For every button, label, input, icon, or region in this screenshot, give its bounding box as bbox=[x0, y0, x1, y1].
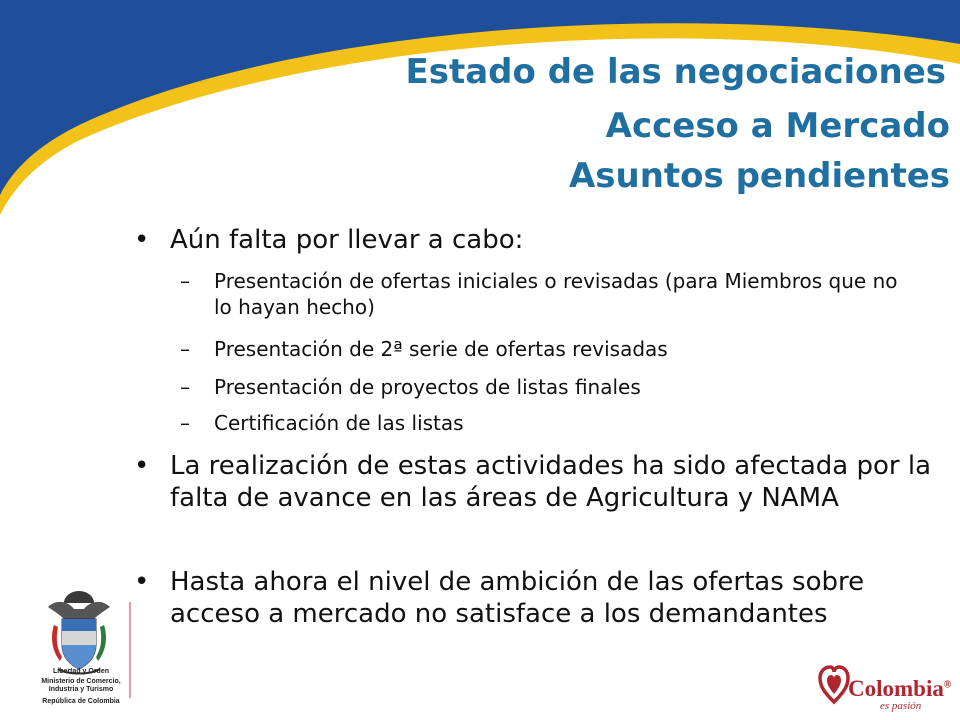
bullet-text: Aún falta por llevar a cabo: bbox=[170, 225, 524, 255]
title-line-3: Asuntos pendientes bbox=[568, 156, 950, 196]
title-line-1: Estado de las negociaciones bbox=[405, 52, 946, 92]
sub-bullet-text: Presentación de 2ª serie de ofertas revisadas bbox=[214, 337, 668, 361]
sub-bullet-text: Presentación de ofertas iniciales o revisadas (para Miembros que no lo hayan hecho) bbox=[214, 269, 898, 319]
colombia-tagline: es pasión bbox=[880, 700, 922, 712]
sub-bullet-text: Certificación de las listas bbox=[214, 411, 464, 435]
bullet-icon: • bbox=[134, 567, 150, 597]
dash-icon: – bbox=[180, 375, 190, 399]
bullet-icon: • bbox=[134, 225, 150, 255]
dash-icon: – bbox=[180, 411, 190, 435]
dash-icon: – bbox=[180, 337, 190, 361]
footer-divider bbox=[129, 602, 131, 698]
bullet-text: La realización de estas actividades ha sido afectada por la falta de avance en las áreas de Agricultura y NAMA bbox=[170, 451, 932, 513]
title-line-2: Acceso a Mercado bbox=[605, 106, 950, 146]
sub-bullet-text: Presentación de proyectos de listas finales bbox=[214, 375, 641, 399]
colombia-heart-icon bbox=[818, 662, 850, 706]
crest-motto: Libertad y Orden bbox=[52, 668, 109, 675]
crest-ministry: Ministerio de Comercio, Industria y Turismo bbox=[41, 678, 121, 693]
colombia-brand-text: Colombia® bbox=[848, 676, 952, 701]
bullet-icon: • bbox=[134, 451, 150, 481]
bullet-text: Hasta ahora el nivel de ambición de las ofertas sobre acceso a mercado no satisface a los demandantes bbox=[170, 567, 865, 629]
crest-country: República de Colombia bbox=[42, 698, 120, 705]
dash-icon: – bbox=[180, 269, 190, 293]
